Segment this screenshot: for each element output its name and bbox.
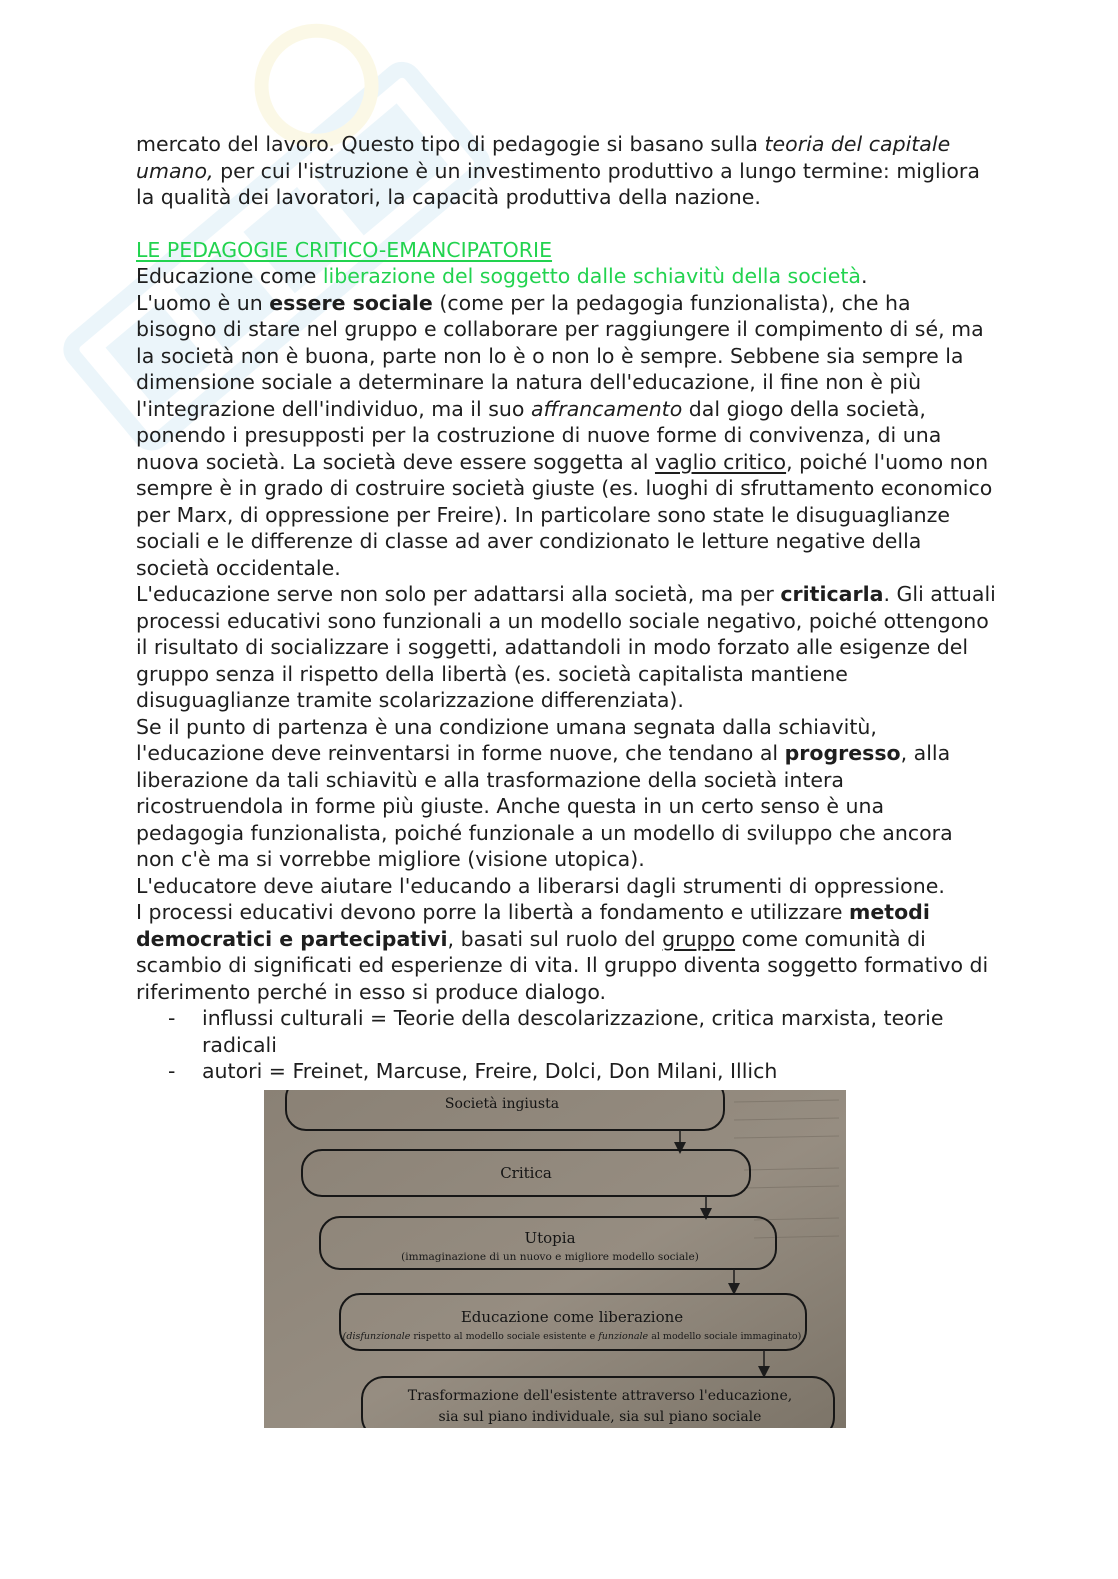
flow-box-utopia-title: Utopia bbox=[524, 1229, 576, 1247]
highlight-liberation: liberazione del soggetto dalle schiavitù della società bbox=[322, 264, 861, 288]
bullet-list bbox=[136, 1005, 996, 1085]
section-heading: LE PEDAGOGIE CRITICO-EMANCIPATORIE bbox=[136, 237, 553, 262]
flow-box-transformation-line1: Trasformazione dell'esistente attraverso l'educazione, bbox=[407, 1388, 793, 1404]
paragraph-critique: L'educazione serve non solo per adattarsi alla società, ma per criticarla. Gli attuali processi educativi sono funzionali a un modello sociale negativo, poiché ottengono il risultato di socializzare i soggetti, adattandoli in modo forzato alle esigenze del gruppo senza il rispetto della libertà (es. società capitalista mantiene disuguaglianze tramite scolarizzazione differenziata). bbox=[136, 582, 996, 712]
paragraph-methods: I processi educativi devono porre la libertà a fondamento e utilizzare metodi democratici e partecipativi, basati sul ruolo del gruppo come comunità di scambio di significati ed esperienze di vita. Il gruppo diventa soggetto formativo di riferimento perché in esso si produce dialogo. bbox=[136, 900, 989, 1004]
flow-box-utopia-subtitle: (immaginazione di un nuovo e migliore modello sociale) bbox=[401, 1251, 699, 1263]
list-item: - autori = Freinet, Marcuse, Freire, Dolci, Don Milani, Illich bbox=[202, 1058, 996, 1085]
paragraph-progress: Se il punto di partenza è una condizione umana segnata dalla schiavitù, l'educazione deve reinventarsi in forme nuove, che tendano al progresso, alla liberazione da tali schiavitù e alla trasformazione della società intera ricostruendola in forme più giuste. Anche questa in un certo senso è una pedagogia funzionalista, poiché funzionale a un modello di sviluppo che ancora non c'è ma si vorrebbe migliore (visione utopica). bbox=[136, 714, 953, 871]
list-item: - influssi culturali = Teorie della descolarizzazione, critica marxista, teorie radicali bbox=[202, 1005, 996, 1058]
flow-box-transformation-line2: sia sul piano individuale, sia sul piano sociale bbox=[438, 1409, 762, 1425]
intro-paragraph: mercato del lavoro. Questo tipo di pedagogie si basano sulla teoria del capitale umano, per cui l'istruzione è un investimento produttivo a lungo termine: migliora la qualità dei lavoratori, la capacità produttiva della nazione. bbox=[136, 132, 980, 209]
paragraph-definition: Educazione come liberazione del soggetto dalle schiavitù della società. bbox=[136, 264, 868, 288]
flow-box-education-subtitle: (disfunzionale rispetto al modello sociale esistente e funzionale al modello sociale immaginato) bbox=[342, 1331, 802, 1342]
flow-box-education-title: Educazione come liberazione bbox=[460, 1308, 684, 1326]
paragraph-educator: L'educatore deve aiutare l'educando a liberarsi dagli strumenti di oppressione. bbox=[136, 873, 945, 898]
document-body bbox=[136, 131, 996, 1085]
flow-box-critique-label: Critica bbox=[500, 1164, 552, 1182]
flow-diagram-photo bbox=[264, 1090, 846, 1428]
paragraph-social-being: L'uomo è un essere sociale (come per la pedagogia funzionalista), che ha bisogno di stare nel gruppo e collaborare per raggiungere il compimento di sé, ma la società non è buona, parte non lo è o non lo è sempre. Sebbene sia sempre la dimensione sociale a determinare la natura dell'educazione, il fine non è più l'integrazione dell'individuo, ma il suo affrancamento dal giogo della società, ponendo i presupposti per la costruzione di nuove forme di convivenza, di una nuova società. La società deve essere soggetta al vaglio critico, poiché l'uomo non sempre è in grado di costruire società giuste (es. luoghi di sfruttamento economico per Marx, di oppressione per Freire). In particolare sono state le disuguaglianze sociali e le differenze di classe ad aver condizionato le letture negative della società occidentale. bbox=[136, 290, 993, 580]
flow-box-society-label: Società ingiusta bbox=[444, 1096, 560, 1112]
term-human-capital: teoria del capitale umano, bbox=[136, 132, 951, 183]
